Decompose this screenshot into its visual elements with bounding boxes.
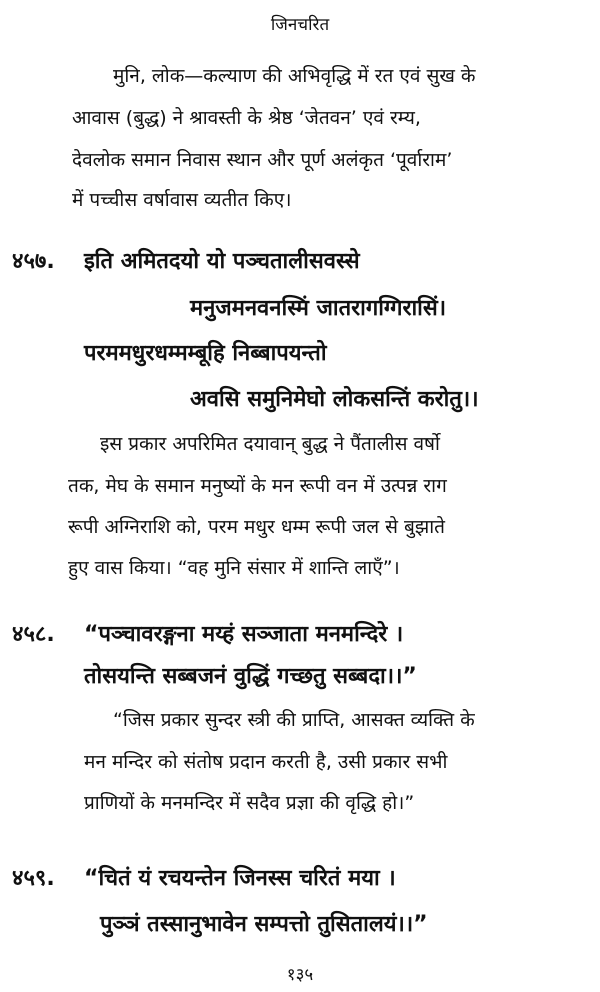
verse-number: ४५७. — [12, 249, 55, 274]
verse-line: परममधुरधम्मम्बूहि निब्बापयन्तो — [84, 341, 327, 366]
intro-line: में पच्चीस वर्षावास व्यतीत किए। — [72, 189, 292, 211]
verse-line: “चितं यं रचयन्तेन जिनस्स चरितं मया । — [84, 866, 396, 891]
verse-line: मनुजमनवनस्मिं जातरागग्गिरासिं। — [190, 296, 447, 321]
intro-line: देवलोक समान निवास स्थान और पूर्ण अलंकृत ‘पूर्वाराम’ — [72, 149, 453, 171]
verse-line: इति अमितदयो यो पञ्चतालीसवस्से — [84, 249, 360, 274]
translation-line: “जिस प्रकार सुन्दर स्त्री की प्राप्ति, आसक्त व्यक्ति के — [113, 709, 475, 731]
verse-line: तोसयन्ति सब्बजनं वुद्धिं गच्छतु सब्बदा।।” — [84, 664, 417, 689]
verse-line: अवसि समुनिमेघो लोकसन्तिं करोतु।। — [190, 387, 479, 412]
translation-line: इस प्रकार अपरिमित दयावान् बुद्ध ने पैंतालीस वर्षो — [100, 433, 440, 455]
translation-line: मन मन्दिर को संतोष प्रदान करती है, उसी प्रकार सभी — [84, 751, 448, 773]
page-number: १३५ — [286, 965, 314, 985]
translation-line: तक, मेघ के समान मनुष्यों के मन रूपी वन में उत्पन्न राग — [68, 475, 447, 497]
verse-line: “पञ्चावरङ्गना मय्हं सञ्जाता मनमन्दिरे । — [84, 622, 404, 647]
translation-line: हुए वास किया। “वह मुनि संसार में शान्ति लाएँ”। — [68, 557, 400, 579]
running-head: जिनचरित — [270, 15, 330, 35]
translation-line: प्राणियों के मनमन्दिर में सदैव प्रज्ञा की वृद्धि हो।” — [84, 792, 415, 814]
verse-number: ४५९. — [12, 866, 55, 891]
intro-line: आवास (बुद्ध) ने श्रावस्ती के श्रेष्ठ ‘जेतवन’ एवं रम्य, — [72, 107, 421, 129]
verse-number: ४५८. — [12, 622, 55, 647]
translation-line: रूपी अग्निराशि को, परम मधुर धम्म रूपी जल से बुझाते — [68, 516, 445, 538]
intro-line: मुनि, लोक—कल्याण की अभिवृद्धि में रत एवं सुख के — [113, 65, 476, 87]
verse-line: पुञ्ञं तस्सानुभावेन सम्पत्तो तुसितालयं।।” — [100, 912, 428, 937]
